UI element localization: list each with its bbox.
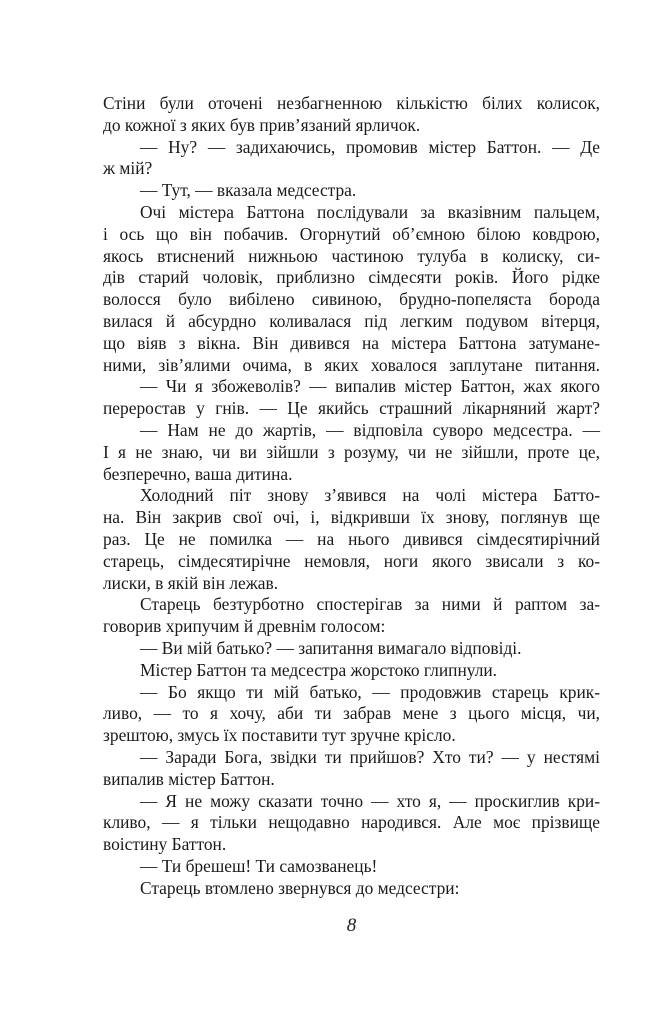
text-line: дів старий чоловік, приблизно сімдесяти років. Його рідке [103,267,600,288]
text-line: говорив хрипучим й древнім голосом: [103,616,386,637]
text-line: — Я не можу сказати точно — хто я, — проскиглив кри- [140,790,600,811]
text-line: і ось що він побачив. Огорнутий об’ємною білою ковдрою, [103,223,600,244]
text-line: зрештою, змусь їх поставити тут зручне крісло. [103,725,456,746]
text-line: ливо, — то я хочу, аби ти забрав мене з цього місця, чи, [103,703,600,724]
text-line: лиски, в якій він лежав. [103,572,279,593]
text-line: на. Він закрив свої очі, і, відкривши їх знову, поглянув ще [103,507,600,528]
text-line: І я не знаю, чи ви зійшли з розуму, чи не зійшли, проте це, [103,441,600,462]
text-line: Старець втомлено звернувся до медсестри: [140,877,460,898]
text-line: — Ти брешеш! Ти самозванець! [140,855,378,876]
text-line: випалив містер Баттон. [103,768,275,789]
text-line: раз. Це не помилка — на нього дивився сімдесятирічний [103,528,600,549]
text-line: Холодний піт знову з’явився на чолі містера Батто- [140,485,600,506]
text-line: вилася й абсурдно коливалася під легким подувом вітерця, [103,310,600,331]
text-line: Очі містера Баттона послідували за вказівним пальцем, [140,201,600,222]
text-line: — Чи я збожеволів? — випалив містер Баттон, жах якого [140,376,600,397]
text-line: — Заради Бога, звідки ти прийшов? Хто ти? — у нестямі [140,746,600,767]
text-line: волосся було вибілено сивиною, брудно-попеляста борода [103,289,600,310]
page-number: 8 [346,915,357,936]
text-line: — Тут, — вказала медсестра. [140,180,357,201]
text-line: безперечно, ваша дитина. [103,463,293,484]
text-line: — Нам не до жартів, — відповіла суворо медсестра. — [140,419,600,440]
text-line: — Ви мій батько? — запитання вимагало відповіді. [140,637,522,658]
text-line: переростав у гнів. — Це якийсь страшний лікарняний жарт? [103,398,600,419]
text-line: Містер Баттон та медсестра жорстоко глипнули. [140,659,498,680]
text-line: ж мій? [103,158,153,179]
text-line: Старець безтурботно спостерігав за ними й раптом за- [140,594,600,615]
body-text [103,93,600,899]
text-line: що віяв з вікна. Він дивився на містера Баттона затумане- [103,332,600,353]
text-line: Стіни були оточені незбагненною кількістю білих колисок, [103,93,600,113]
text-line: якось втиснений нижньою частиною тулуба в колиску, си- [103,245,600,266]
text-line: воістину Баттон. [103,834,227,855]
text-line: до кожної з яких був прив’язаний ярличок. [103,114,421,135]
text-line: ними, зів’ялими очима, в яких ховалося заплутане питання. [103,354,600,375]
text-line: кливо, — я тільки нещодавно народився. Але моє прізвище [103,812,600,833]
text-line: — Бо якщо ти мій батько, — продовжив старець крик- [140,681,600,702]
text-line: старець, сімдесятирічне немовля, ноги якого звисали з ко- [103,550,600,571]
text-line: — Ну? — задихаючись, промовив містер Баттон. — Де [140,136,600,157]
